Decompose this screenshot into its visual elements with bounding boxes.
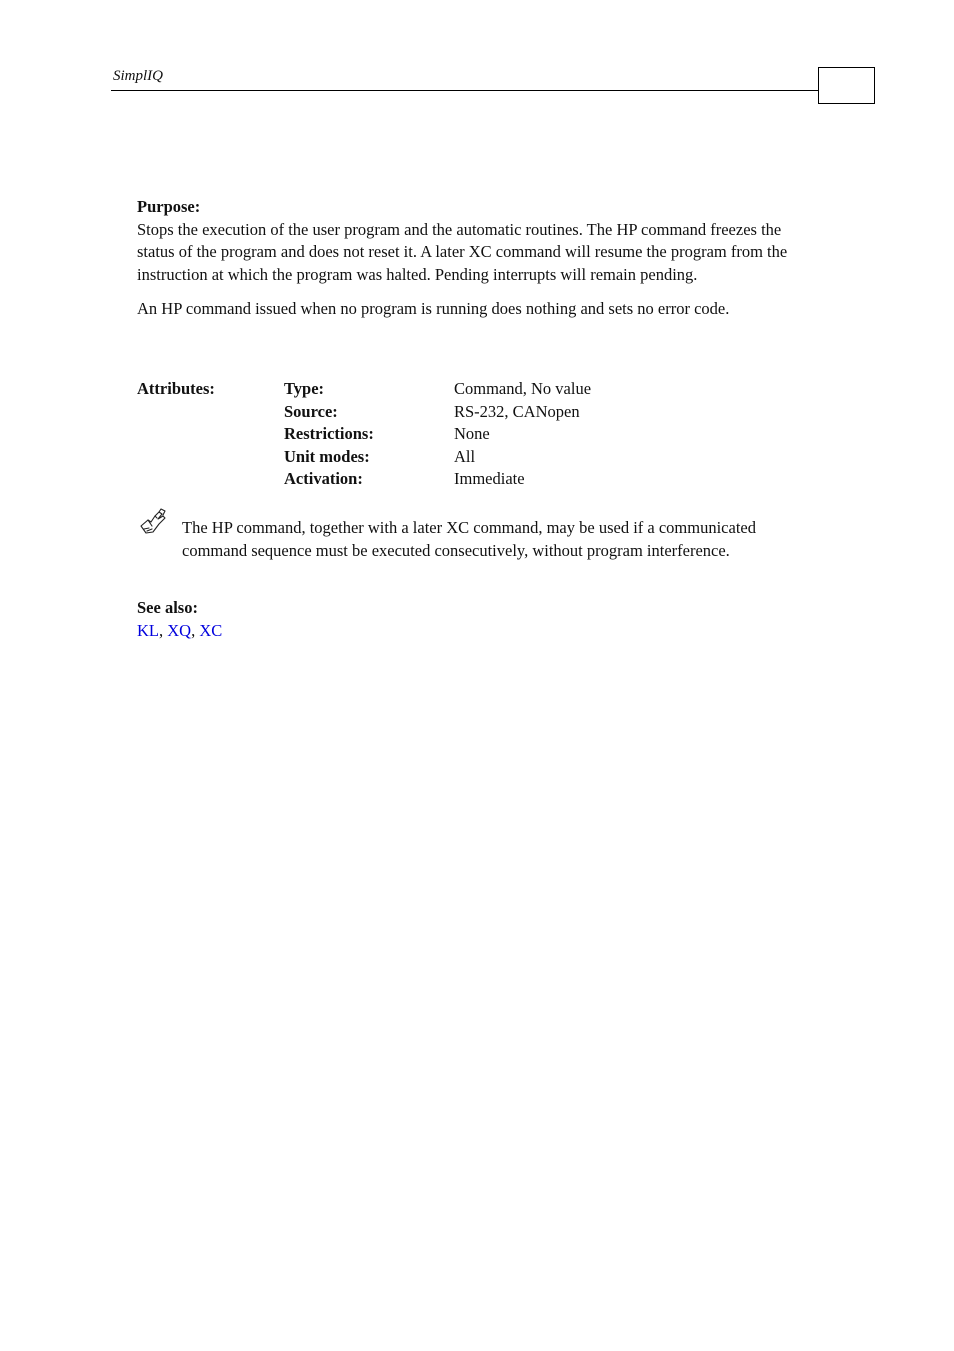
purpose-paragraph-1: Stops the execution of the user program and the automatic routines. The HP command freezes the status of the program and does not reset it. A later XC command will resume the program from the instruction at which the program was halted. Pending interrupts will remain pending.: [137, 219, 788, 284]
attribute-key: Source:: [284, 401, 338, 421]
attribute-key: Unit modes:: [284, 446, 370, 466]
attribute-row: [137, 401, 817, 424]
running-header-title: SimplIQ: [113, 68, 163, 84]
link-separator: ,: [191, 620, 200, 640]
page-number-box: [818, 67, 875, 104]
purpose-paragraph-2: An HP command issued when no program is running does nothing and sets no error code.: [137, 299, 730, 318]
note-text: The HP command, together with a later XC command, may be used if a communicated command sequence must be executed consecutively, without program interference.: [182, 518, 756, 560]
link-xc[interactable]: XC: [199, 620, 223, 640]
purpose-heading: Purpose:: [137, 197, 201, 216]
attribute-row: [137, 423, 817, 446]
header-rule: [111, 90, 819, 91]
link-separator: ,: [159, 620, 168, 640]
attribute-value: Immediate: [454, 469, 525, 488]
attribute-row: [137, 468, 817, 491]
attribute-value: RS-232, CANopen: [454, 401, 580, 421]
link-xq[interactable]: XQ: [167, 620, 192, 640]
attribute-value: Command, No value: [454, 379, 592, 398]
attributes-table: [137, 378, 817, 491]
attribute-row: [137, 378, 817, 401]
attribute-value: None: [454, 424, 490, 443]
attribute-key: Restrictions:: [284, 424, 374, 443]
attribute-value: All: [454, 446, 476, 466]
attribute-key: Activation:: [284, 469, 363, 488]
purpose-section: [137, 196, 817, 321]
link-kl[interactable]: KL: [137, 620, 159, 640]
see-also-links: [137, 620, 817, 643]
see-also-heading: See also:: [137, 598, 198, 617]
attribute-row: [137, 446, 817, 469]
see-also-section: [137, 597, 817, 642]
note-hand-icon: [138, 506, 168, 536]
attributes-heading: Attributes:: [137, 379, 215, 398]
attribute-key: Type:: [284, 379, 325, 398]
